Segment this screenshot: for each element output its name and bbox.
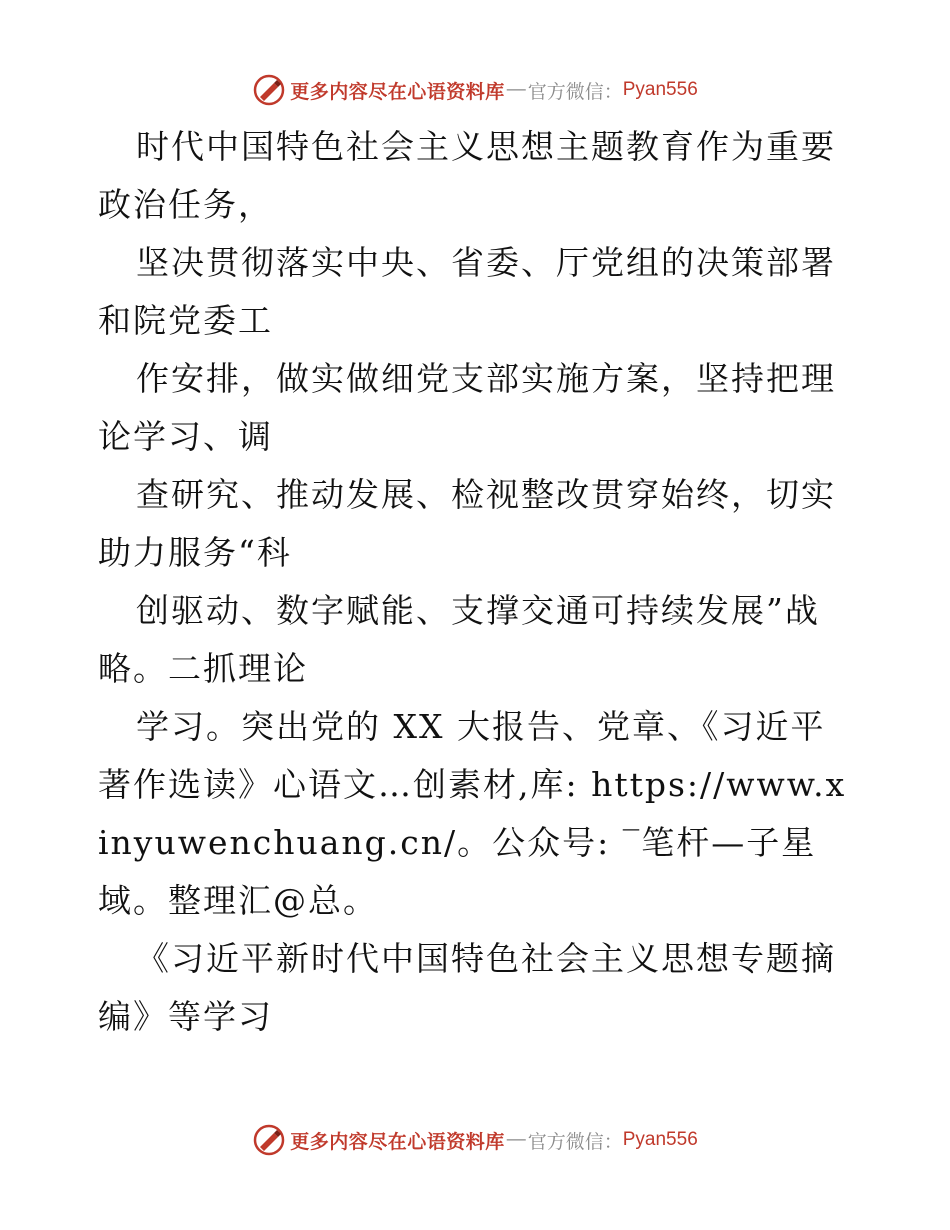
brand-logo-icon [252, 73, 286, 107]
paragraph-5: 创驱动、数字赋能、支撑交通可持续发展”战略。二抓理论 [98, 591, 820, 688]
document-body [98, 118, 858, 1046]
header-banner [0, 70, 950, 110]
paragraph-3: 作安排，做实做细党支部实施方案，坚持把理论学习、调 [98, 359, 836, 456]
header-contact-id: Pyan556 [622, 79, 698, 100]
footer-banner-dash: — [506, 1129, 526, 1150]
header-contact-label: 官方微信： [527, 81, 623, 103]
paragraph-7: 《习近平新时代中国特色社会主义思想专题摘编》等学习 [98, 939, 836, 1036]
footer-banner [0, 1120, 950, 1160]
header-banner-text: 更多内容尽在心语资料库 [290, 81, 505, 103]
header-banner-dash: — [506, 79, 526, 100]
brand-logo-icon [252, 1123, 286, 1157]
paragraph-2: 坚决贯彻落实中央、省委、厅党组的决策部署和院党委工 [98, 243, 836, 340]
paragraph-1: 时代中国特色社会主义思想主题教育作为重要政治任务， [98, 127, 836, 224]
footer-contact-label: 官方微信： [527, 1131, 623, 1153]
paragraph-6: 学习。突出党的 XX 大报告、党章、《习近平著作选读》心语文…创素材,库: https://www.xinyuwenchuang.cn/。公众号: ‾笔杆—子星域。整理汇@总。 [98, 707, 847, 920]
paragraph-4: 查研究、推动发展、检视整改贯穿始终，切实助力服务“科 [98, 475, 836, 572]
footer-banner-text: 更多内容尽在心语资料库 [290, 1131, 505, 1153]
footer-contact-id: Pyan556 [622, 1129, 698, 1150]
